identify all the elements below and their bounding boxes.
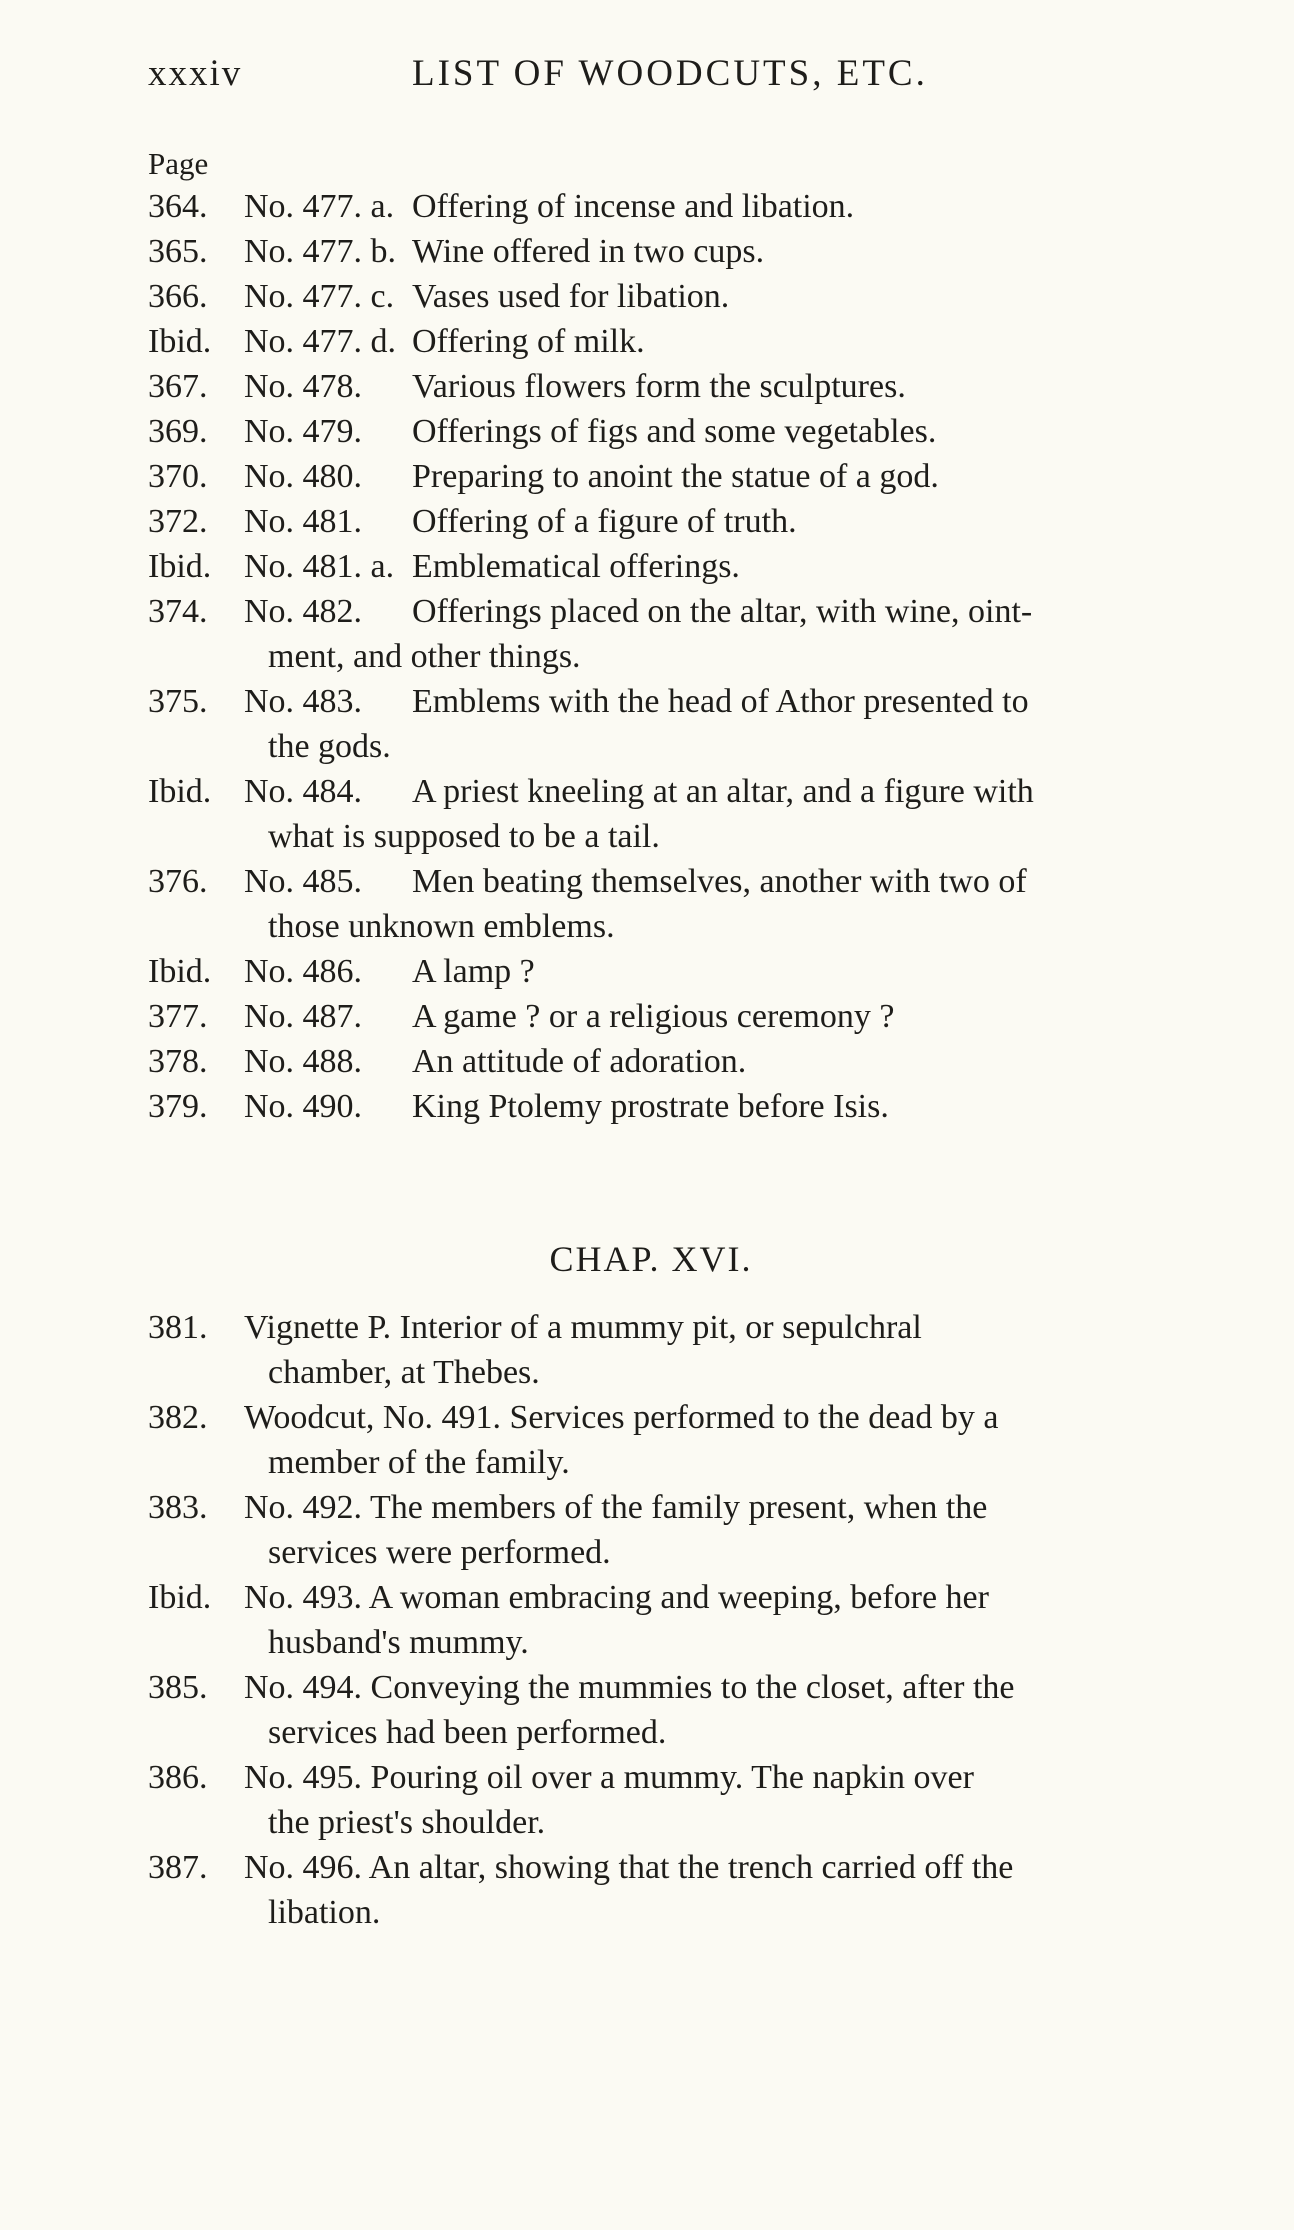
entry-number: No. 488. — [244, 1043, 363, 1080]
entry-description: Emblematical offerings. — [412, 548, 740, 585]
entry-description: Vases used for libation. — [412, 278, 730, 315]
entry-number: No. 481. — [244, 503, 363, 540]
entry-page: 381. — [148, 1309, 208, 1346]
entry-number: No. 485. — [244, 863, 363, 900]
entry-description: Vignette P. Interior of a mummy pit, or sepulchral — [244, 1309, 922, 1346]
entry-page: 377. — [148, 998, 208, 1035]
list-item — [148, 319, 1198, 364]
entry-description: Offerings placed on the altar, with wine, oint- — [412, 593, 1033, 630]
entry-description: A game ? or a religious ceremony ? — [412, 998, 895, 1035]
entry-description: Offerings of figs and some vegetables. — [412, 413, 937, 450]
entry-page: 379. — [148, 1088, 208, 1125]
entry-page: 387. — [148, 1849, 208, 1886]
list-item — [148, 499, 1198, 544]
entry-description: King Ptolemy prostrate before Isis. — [412, 1088, 889, 1125]
list-item — [148, 274, 1198, 319]
entry-page: 383. — [148, 1489, 208, 1526]
list-item — [148, 589, 1198, 679]
page-title: LIST OF WOODCUTS, ETC. — [412, 53, 928, 94]
entry-continuation: the gods. — [268, 728, 391, 765]
entry-number: No. 480. — [244, 458, 363, 495]
entry-continuation: ment, and other things. — [268, 638, 581, 675]
list-item — [148, 184, 1198, 229]
entry-page: Ibid. — [148, 773, 212, 810]
list-item — [148, 364, 1198, 409]
entry-description: Preparing to anoint the statue of a god. — [412, 458, 939, 495]
woodcut-list — [148, 184, 1198, 1129]
entry-number: No. 477. a. — [244, 188, 395, 225]
entry-description: A lamp ? — [412, 953, 535, 990]
entry-number: No. 479. — [244, 413, 363, 450]
entry-continuation: the priest's shoulder. — [268, 1804, 546, 1841]
entry-number: No. 484. — [244, 773, 363, 810]
entry-continuation: libation. — [268, 1894, 381, 1931]
entry-number: No. 481. a. — [244, 548, 395, 585]
list-item — [148, 949, 1198, 994]
entry-continuation: those unknown emblems. — [268, 908, 615, 945]
page-column-label: Page — [148, 146, 209, 181]
list-item — [148, 1039, 1198, 1084]
list-item — [148, 859, 1198, 949]
entry-page: 382. — [148, 1399, 208, 1436]
entry-description: Emblems with the head of Athor presented to — [412, 683, 1029, 720]
entry-description: An attitude of adoration. — [412, 1043, 747, 1080]
entry-number: No. 486. — [244, 953, 363, 990]
entry-page: Ibid. — [148, 953, 212, 990]
entry-description: No. 493. A woman embracing and weeping, before her — [244, 1579, 989, 1616]
entry-number: No. 487. — [244, 998, 363, 1035]
entry-page: 370. — [148, 458, 208, 495]
list-item — [148, 229, 1198, 274]
entry-number: No. 483. — [244, 683, 363, 720]
entry-continuation: husband's mummy. — [268, 1624, 529, 1661]
list-item — [148, 769, 1198, 859]
entry-page: 385. — [148, 1669, 208, 1706]
entry-number: No. 477. b. — [244, 233, 397, 270]
entry-page: 369. — [148, 413, 208, 450]
entry-page: 378. — [148, 1043, 208, 1080]
entry-page: 386. — [148, 1759, 208, 1796]
entry-page: 374. — [148, 593, 208, 630]
list-item — [148, 409, 1198, 454]
list-item — [148, 1845, 1198, 1935]
entry-page: 366. — [148, 278, 208, 315]
entry-continuation: what is supposed to be a tail. — [268, 818, 660, 855]
list-item — [148, 1665, 1198, 1755]
entry-number: No. 482. — [244, 593, 363, 630]
entry-continuation: chamber, at Thebes. — [268, 1354, 540, 1391]
list-item — [148, 454, 1198, 499]
entry-continuation: services were performed. — [268, 1534, 611, 1571]
entry-number: No. 490. — [244, 1088, 363, 1125]
entry-number: No. 477. d. — [244, 323, 397, 360]
entry-number: No. 478. — [244, 368, 363, 405]
entry-page: Ibid. — [148, 548, 212, 585]
entry-description: Various flowers form the sculptures. — [412, 368, 906, 405]
chapter-woodcut-list — [148, 1305, 1198, 1935]
entry-page: 376. — [148, 863, 208, 900]
entry-page: 375. — [148, 683, 208, 720]
entry-number: No. 477. c. — [244, 278, 395, 315]
chapter-heading — [0, 1238, 1294, 1280]
list-item — [148, 1755, 1198, 1845]
entry-description: Offering of a figure of truth. — [412, 503, 797, 540]
entry-description: No. 494. Conveying the mummies to the closet, after the — [244, 1669, 1015, 1706]
entry-page: 365. — [148, 233, 208, 270]
list-item — [148, 679, 1198, 769]
list-item — [148, 1575, 1198, 1665]
running-head — [148, 52, 1148, 102]
list-item — [148, 1395, 1198, 1485]
entry-page: Ibid. — [148, 1579, 212, 1616]
entry-description: Woodcut, No. 491. Services performed to the dead by a — [244, 1399, 999, 1436]
list-item — [148, 1485, 1198, 1575]
list-item — [148, 1305, 1198, 1395]
list-item — [148, 1084, 1198, 1129]
entry-description: Offering of incense and libation. — [412, 188, 855, 225]
entry-description: No. 496. An altar, showing that the trench carried off the — [244, 1849, 1014, 1886]
entry-description: No. 492. The members of the family present, when the — [244, 1489, 988, 1526]
page-folio: xxxiv — [148, 53, 243, 94]
entry-page: 364. — [148, 188, 208, 225]
entry-description: A priest kneeling at an altar, and a figure with — [412, 773, 1034, 810]
entry-continuation: member of the family. — [268, 1444, 570, 1481]
entry-description: Offering of milk. — [412, 323, 645, 360]
list-item — [148, 544, 1198, 589]
list-item — [148, 994, 1198, 1039]
entry-page: Ibid. — [148, 323, 212, 360]
entry-page: 372. — [148, 503, 208, 540]
entry-continuation: services had been performed. — [268, 1714, 667, 1751]
chapter-title: CHAP. XVI. — [549, 1239, 753, 1279]
entry-description: Wine offered in two cups. — [412, 233, 765, 270]
entry-page: 367. — [148, 368, 208, 405]
entry-description: Men beating themselves, another with two of — [412, 863, 1027, 900]
entry-description: No. 495. Pouring oil over a mummy. The napkin over — [244, 1759, 974, 1796]
